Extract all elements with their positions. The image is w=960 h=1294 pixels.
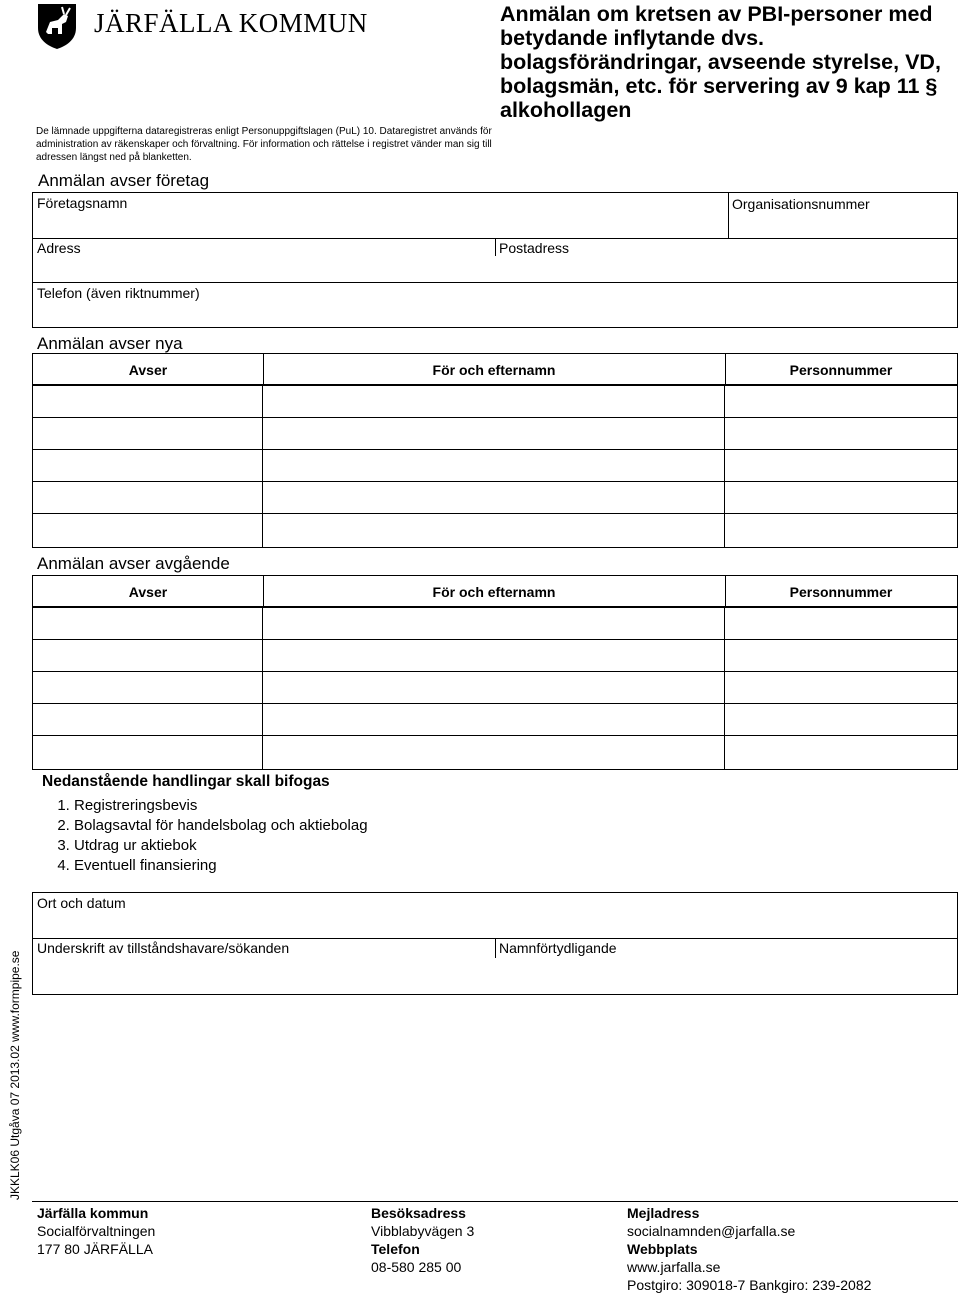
org-number-label: Organisationsnummer — [732, 196, 870, 212]
footer-divider — [32, 1201, 958, 1202]
new-persons-table — [32, 353, 958, 548]
name-clarification-field[interactable] — [495, 937, 958, 995]
column-header: Avser — [128, 362, 168, 378]
table-cell[interactable] — [262, 735, 725, 770]
table-cell[interactable] — [32, 607, 263, 640]
table-cell[interactable] — [724, 639, 958, 672]
phone-label: Telefon (även riktnummer) — [37, 285, 200, 301]
new-persons-section-title: Anmälan avser nya — [37, 334, 183, 353]
footer-mail-link[interactable]: socialnamnden@jarfalla.se — [627, 1223, 796, 1239]
table-cell[interactable] — [32, 639, 263, 672]
postal-address-label: Postadress — [499, 240, 570, 256]
table-cell[interactable] — [262, 385, 725, 418]
list-item: 4. Eventuell finansiering — [74, 856, 368, 876]
form-code-text: JKKLK06 Utgåva 07 2013.02 www.formpipe.se — [8, 950, 22, 1200]
place-date-field[interactable] — [32, 892, 958, 937]
table-cell[interactable] — [32, 513, 263, 548]
table-cell[interactable] — [724, 449, 958, 482]
footer-web-label: Webbplats — [627, 1241, 698, 1257]
table-cell[interactable] — [724, 607, 958, 640]
footer-web-link[interactable]: www.jarfalla.se — [627, 1259, 721, 1275]
company-name-label: Företagsnamn — [37, 195, 128, 211]
company-name-field[interactable] — [32, 192, 958, 237]
table-cell[interactable] — [724, 735, 958, 770]
table-cell[interactable] — [32, 735, 263, 770]
table-cell[interactable] — [262, 703, 725, 736]
table-cell[interactable] — [724, 481, 958, 514]
footer-giro: Postgiro: 309018-7 Bankgiro: 239-2082 — [627, 1277, 872, 1293]
table-cell[interactable] — [32, 671, 263, 704]
footer-dept: Socialförvaltningen — [37, 1223, 156, 1239]
table-cell[interactable] — [262, 449, 725, 482]
attachments-list — [42, 772, 368, 876]
signature-field[interactable] — [32, 937, 495, 995]
address-label: Adress — [37, 240, 81, 256]
leaving-persons-table — [32, 575, 958, 770]
table-cell[interactable] — [724, 385, 958, 418]
footer-visit-label: Besöksadress — [371, 1205, 466, 1221]
privacy-notice: De lämnade uppgifterna dataregistreras enligt Personuppgiftslagen (PuL) 10. Dataregistret används för administration av räkenskaper och förvaltning. För information och rättelse i registret vänder man sig till adressen längst ned på blanketten. — [36, 126, 492, 163]
coat-of-arms-icon — [36, 2, 78, 50]
table-cell[interactable] — [724, 513, 958, 548]
column-header: För och efternamn — [432, 362, 556, 378]
table-cell[interactable] — [32, 417, 263, 450]
table-cell[interactable] — [262, 639, 725, 672]
table-cell[interactable] — [262, 481, 725, 514]
table-cell[interactable] — [32, 481, 263, 514]
org-name: JÄRFÄLLA KOMMUN — [94, 8, 368, 38]
attachments-heading: Nedanstående handlingar skall bifogas — [42, 773, 330, 790]
footer-phone: 08-580 285 00 — [371, 1259, 462, 1275]
column-header: Personnummer — [789, 584, 893, 600]
footer-visit-address: Vibblabyvägen 3 — [371, 1223, 475, 1239]
form-title: Anmälan om kretsen av PBI-personer med betydande inflytande dvs. bolagsförändringar, avseende styrelse, VD, bolagsmän, etc. för servering av 9 kap 11 § alkohollagen — [500, 2, 941, 122]
footer-org: Järfälla kommun — [37, 1205, 149, 1221]
footer-address — [37, 1204, 155, 1258]
footer-visit — [371, 1204, 474, 1276]
company-section-title: Anmälan avser företag — [38, 171, 210, 190]
table-cell[interactable] — [724, 671, 958, 704]
table-cell[interactable] — [262, 671, 725, 704]
leaving-persons-section-title: Anmälan avser avgående — [37, 554, 230, 573]
list-item: 3. Utdrag ur aktiebok — [74, 836, 368, 856]
footer-mail-label: Mejladress — [627, 1205, 700, 1221]
signature-label: Underskrift av tillståndshavare/sökanden — [37, 940, 290, 956]
table-cell[interactable] — [262, 417, 725, 450]
footer-contact — [627, 1204, 871, 1294]
column-header: Avser — [128, 584, 168, 600]
table-header — [32, 575, 958, 607]
list-item: 2. Bolagsavtal för handelsbolag och aktiebolag — [74, 816, 368, 836]
table-cell[interactable] — [32, 703, 263, 736]
column-header: Personnummer — [789, 362, 893, 378]
table-cell[interactable] — [32, 449, 263, 482]
table-cell[interactable] — [32, 385, 263, 418]
table-cell[interactable] — [724, 417, 958, 450]
footer-postal: 177 80 JÄRFÄLLA — [37, 1241, 153, 1257]
name-clarification-label: Namnförtydligande — [499, 940, 617, 956]
list-item: 1. Registreringsbevis — [74, 796, 368, 816]
footer-phone-label: Telefon — [371, 1241, 420, 1257]
place-date-label: Ort och datum — [37, 895, 126, 911]
table-cell[interactable] — [262, 607, 725, 640]
table-cell[interactable] — [724, 703, 958, 736]
table-cell[interactable] — [262, 513, 725, 548]
column-header: För och efternamn — [432, 584, 556, 600]
table-header — [32, 353, 958, 385]
